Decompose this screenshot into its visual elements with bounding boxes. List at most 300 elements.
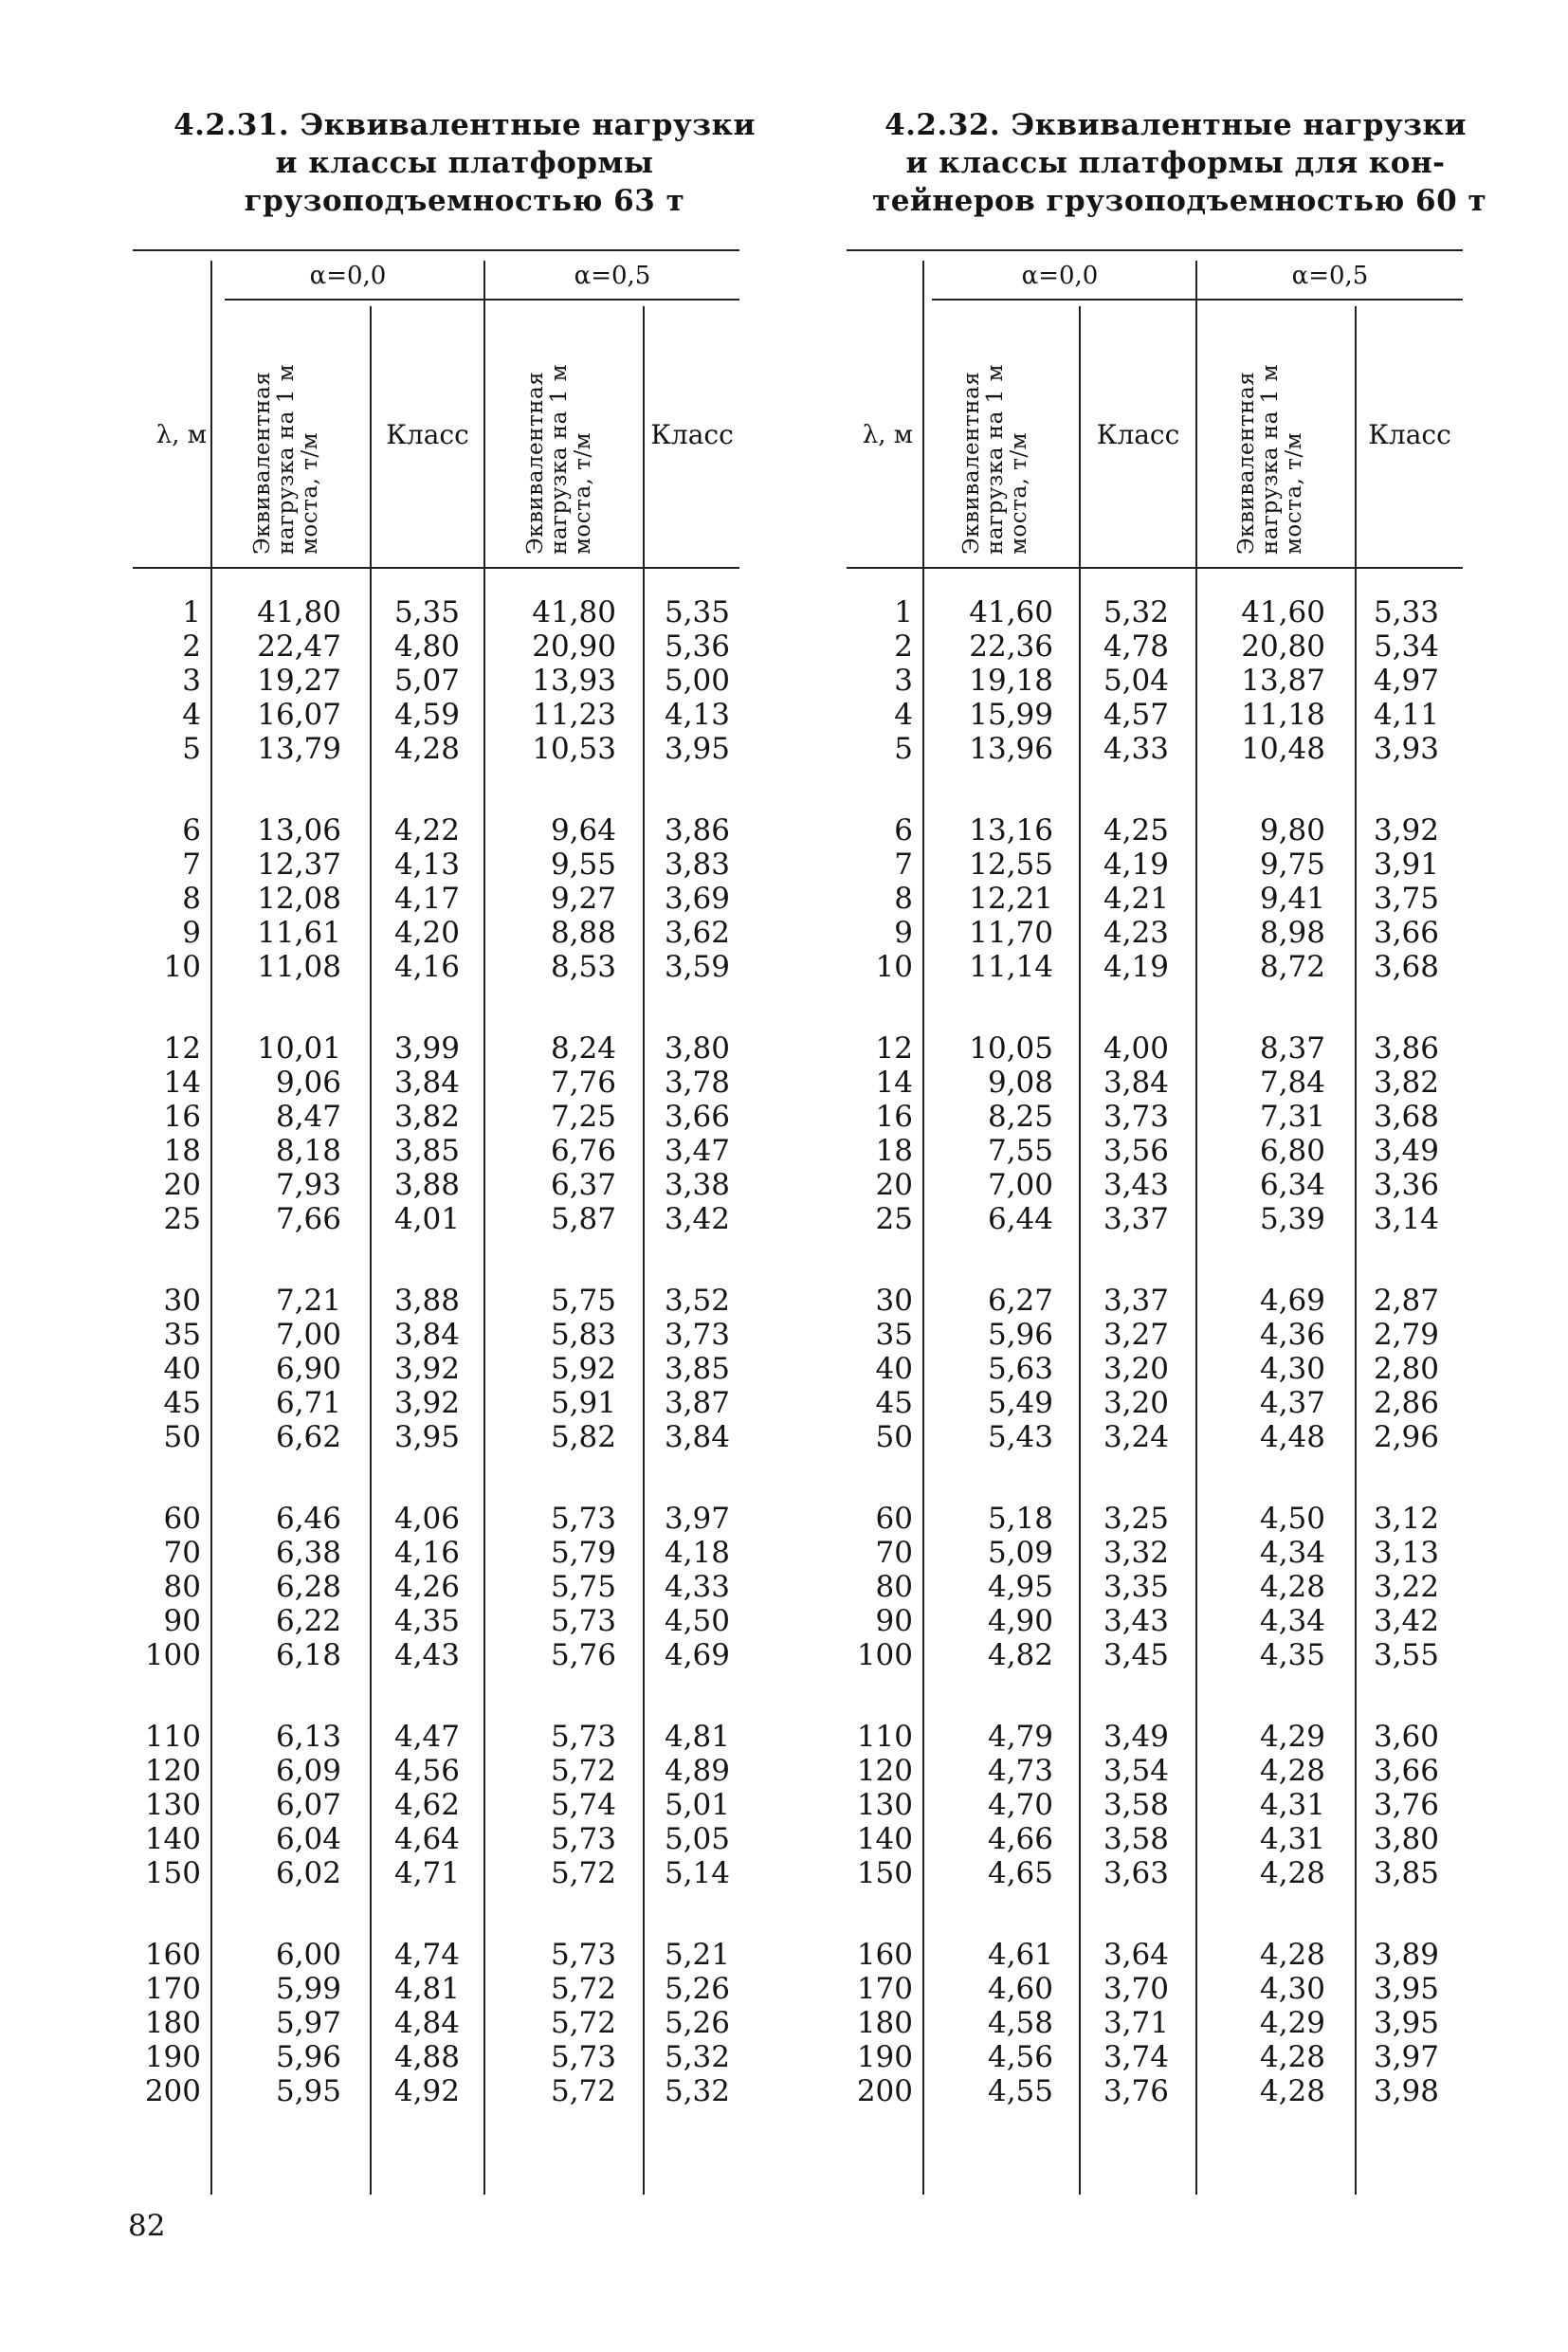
table-row (133, 1386, 739, 1420)
load-a0-cell: 11,14 (969, 950, 1053, 984)
table-row (133, 1638, 739, 1672)
class-a05-cell: 3,97 (1373, 2040, 1439, 2074)
load-a0-cell: 9,08 (987, 1066, 1053, 1100)
row-group (133, 1502, 739, 1672)
class-a05-cell: 2,79 (1373, 1318, 1439, 1352)
lambda-cell: 45 (163, 1386, 201, 1420)
load-a0-cell: 5,09 (987, 1536, 1053, 1570)
load-a05-cell: 20,80 (1241, 629, 1325, 664)
load-a0-cell: 6,44 (987, 1202, 1053, 1236)
class-a05-cell: 5,26 (664, 1972, 730, 2006)
load-a0-cell: 6,07 (275, 1788, 341, 1822)
class-a0-cell: 3,56 (1103, 1134, 1169, 1168)
title-line: 4.2.32. Эквивалентные нагрузки (884, 108, 1467, 142)
table-row (847, 813, 1463, 848)
load-a05-cell: 6,76 (550, 1134, 616, 1168)
load-a0-cell: 4,66 (987, 1822, 1053, 1856)
class-a0-cell: 3,92 (393, 1386, 460, 1420)
class-a05-cell: 3,68 (1373, 1100, 1439, 1134)
class-a05-cell: 3,95 (664, 732, 730, 766)
class-a0-cell: 4,26 (393, 1570, 460, 1604)
load-a05-cell: 41,80 (532, 595, 616, 629)
class-a0-cell: 3,20 (1103, 1352, 1169, 1386)
class-a05-cell: 5,21 (664, 1938, 730, 1972)
load-a05-cell: 4,30 (1259, 1972, 1325, 2006)
class-a05-cell: 4,18 (664, 1536, 730, 1570)
class-a05-cell: 3,75 (1373, 882, 1439, 916)
load-a0-cell: 22,47 (257, 629, 341, 664)
class-a0-cell: 5,07 (393, 664, 460, 698)
lambda-cell: 60 (875, 1502, 913, 1536)
load-a0-cell: 6,13 (275, 1720, 341, 1754)
load-a0-cell: 13,96 (969, 732, 1053, 766)
load-a0-cell: 6,62 (275, 1420, 341, 1454)
class-a05-cell: 3,38 (664, 1168, 730, 1202)
lambda-cell: 110 (144, 1720, 201, 1754)
table-row (847, 664, 1463, 698)
class-a05-cell: 5,05 (664, 1822, 730, 1856)
class-a05-cell: 5,34 (1373, 629, 1439, 664)
class-header: Класс (386, 419, 469, 450)
load-a0-cell: 4,82 (987, 1638, 1053, 1672)
load-a05-cell: 20,90 (532, 629, 616, 664)
load-a05-cell: 10,53 (532, 732, 616, 766)
table-row (133, 595, 739, 629)
lambda-cell: 120 (144, 1754, 201, 1788)
load-a0-cell: 12,08 (257, 882, 341, 916)
class-a0-cell: 3,76 (1103, 2074, 1169, 2108)
load-a0-cell: 5,49 (987, 1386, 1053, 1420)
class-a05-cell: 3,42 (1373, 1604, 1439, 1638)
class-a0-cell: 4,81 (393, 1972, 460, 2006)
load-a05-cell: 5,39 (1259, 1202, 1325, 1236)
load-a05-cell: 4,36 (1259, 1318, 1325, 1352)
load-a05-cell: 4,28 (1259, 2074, 1325, 2108)
table-row (847, 595, 1463, 629)
lambda-cell: 5 (894, 732, 913, 766)
class-a0-cell: 3,58 (1103, 1822, 1169, 1856)
load-a0-cell: 5,97 (275, 2006, 341, 2040)
class-a0-cell: 4,78 (1103, 629, 1169, 664)
lambda-cell: 20 (875, 1168, 913, 1202)
load-a05-cell: 5,73 (550, 1604, 616, 1638)
table-row (133, 1938, 739, 1972)
load-a05-cell: 4,29 (1259, 1720, 1325, 1754)
table-right (847, 249, 1463, 2202)
class-a0-cell: 3,88 (393, 1168, 460, 1202)
lambda-cell: 3 (894, 664, 913, 698)
class-a0-cell: 4,21 (1103, 882, 1169, 916)
load-a05-cell: 4,50 (1259, 1502, 1325, 1536)
load-a05-cell: 5,73 (550, 1822, 616, 1856)
lambda-cell: 50 (163, 1420, 201, 1454)
class-a0-cell: 4,00 (1103, 1031, 1169, 1066)
class-a0-cell: 5,35 (393, 595, 460, 629)
load-a0-cell: 11,61 (257, 916, 341, 950)
lambda-cell: 9 (182, 916, 201, 950)
class-a05-cell: 3,42 (664, 1202, 730, 1236)
table-row (847, 1570, 1463, 1604)
load-a05-cell: 8,88 (550, 916, 616, 950)
load-a05-cell: 10,48 (1241, 732, 1325, 766)
class-a05-cell: 3,62 (664, 916, 730, 950)
title-line: тейнеров грузоподъемностью 60 т (872, 184, 1487, 218)
class-a0-cell: 4,64 (393, 1822, 460, 1856)
load-a05-cell: 5,73 (550, 2040, 616, 2074)
row-group (133, 813, 739, 984)
load-a0-cell: 5,18 (987, 1502, 1053, 1536)
header-bottom-rule (133, 567, 739, 569)
load-a0-cell: 41,60 (969, 595, 1053, 629)
load-a0-cell: 12,37 (257, 848, 341, 882)
table-row (133, 732, 739, 766)
alpha-rule (225, 299, 739, 301)
lambda-cell: 2 (894, 629, 913, 664)
lambda-cell: 40 (163, 1352, 201, 1386)
title-line: 4.2.31. Эквивалентные нагрузки (173, 108, 756, 142)
table-row (847, 1100, 1463, 1134)
class-a0-cell: 4,16 (393, 1536, 460, 1570)
class-a0-cell: 4,74 (393, 1938, 460, 1972)
lambda-cell: 130 (144, 1788, 201, 1822)
row-group (847, 1284, 1463, 1454)
load-a05-cell: 11,18 (1241, 698, 1325, 732)
class-a05-cell: 5,32 (664, 2074, 730, 2108)
table-row (133, 1352, 739, 1386)
lambda-cell: 35 (163, 1318, 201, 1352)
lambda-cell: 4 (182, 698, 201, 732)
load-header: Эквивалентная нагрузка на 1 м моста, т/м (959, 364, 1031, 555)
class-a05-cell: 3,93 (1373, 732, 1439, 766)
class-a0-cell: 4,35 (393, 1604, 460, 1638)
row-group (847, 813, 1463, 984)
class-a05-cell: 5,36 (664, 629, 730, 664)
class-a0-cell: 4,59 (393, 698, 460, 732)
load-a0-cell: 41,80 (257, 595, 341, 629)
load-a0-cell: 4,73 (987, 1754, 1053, 1788)
class-a0-cell: 3,84 (1103, 1066, 1169, 1100)
lambda-header: λ, м (155, 421, 207, 449)
load-a05-cell: 4,34 (1259, 1536, 1325, 1570)
lambda-cell: 50 (875, 1420, 913, 1454)
table-row (133, 2006, 739, 2040)
load-a0-cell: 8,18 (275, 1134, 341, 1168)
load-a05-cell: 4,28 (1259, 1938, 1325, 1972)
load-a05-cell: 9,64 (550, 813, 616, 848)
load-a05-cell: 5,92 (550, 1352, 616, 1386)
lambda-cell: 90 (875, 1604, 913, 1638)
load-a05-cell: 4,28 (1259, 2040, 1325, 2074)
lambda-cell: 9 (894, 916, 913, 950)
table-row (847, 1638, 1463, 1672)
table-row (133, 1318, 739, 1352)
class-a05-cell: 3,86 (664, 813, 730, 848)
row-group (133, 1031, 739, 1236)
table-row (133, 882, 739, 916)
class-a0-cell: 4,71 (393, 1856, 460, 1890)
load-a05-cell: 5,72 (550, 1856, 616, 1890)
class-a0-cell: 3,58 (1103, 1788, 1169, 1822)
lambda-cell: 110 (856, 1720, 913, 1754)
alpha-05-header: α=0,5 (574, 262, 651, 290)
class-a0-cell: 3,84 (393, 1318, 460, 1352)
class-a05-cell: 3,97 (664, 1502, 730, 1536)
class-a0-cell: 3,25 (1103, 1502, 1169, 1536)
table-row (133, 1134, 739, 1168)
lambda-cell: 8 (894, 882, 913, 916)
load-a05-cell: 4,28 (1259, 1754, 1325, 1788)
class-a0-cell: 4,13 (393, 848, 460, 882)
load-a0-cell: 8,47 (275, 1100, 341, 1134)
load-a0-cell: 6,71 (275, 1386, 341, 1420)
table-row (847, 1134, 1463, 1168)
table-row (133, 664, 739, 698)
table-row (133, 1502, 739, 1536)
class-a05-cell: 3,95 (1373, 2006, 1439, 2040)
load-a0-cell: 10,01 (257, 1031, 341, 1066)
load-a05-cell: 7,76 (550, 1066, 616, 1100)
class-a05-cell: 3,66 (664, 1100, 730, 1134)
load-a05-cell: 41,60 (1241, 595, 1325, 629)
load-a0-cell: 6,38 (275, 1536, 341, 1570)
class-a05-cell: 5,00 (664, 664, 730, 698)
table-row (847, 1386, 1463, 1420)
class-a0-cell: 3,37 (1103, 1284, 1169, 1318)
table-row (133, 950, 739, 984)
load-a05-cell: 6,80 (1259, 1134, 1325, 1168)
lambda-cell: 10 (875, 950, 913, 984)
class-a0-cell: 4,01 (393, 1202, 460, 1236)
lambda-cell: 14 (163, 1066, 201, 1100)
table-row (133, 1856, 739, 1890)
class-a0-cell: 4,17 (393, 882, 460, 916)
class-a0-cell: 4,84 (393, 2006, 460, 2040)
lambda-cell: 2 (182, 629, 201, 664)
load-a0-cell: 7,00 (275, 1318, 341, 1352)
load-a0-cell: 7,55 (987, 1134, 1053, 1168)
alpha-rule (932, 299, 1463, 301)
table-row (847, 1938, 1463, 1972)
load-a05-cell: 7,31 (1259, 1100, 1325, 1134)
table-row (847, 2074, 1463, 2108)
table-row (847, 1536, 1463, 1570)
load-a05-cell: 4,69 (1259, 1284, 1325, 1318)
load-a05-cell: 4,28 (1259, 1856, 1325, 1890)
load-a0-cell: 8,25 (987, 1100, 1053, 1134)
row-group (847, 1502, 1463, 1672)
class-a05-cell: 3,85 (1373, 1856, 1439, 1890)
lambda-cell: 20 (163, 1168, 201, 1202)
table-row (847, 698, 1463, 732)
table-row (847, 1856, 1463, 1890)
table-row (847, 1972, 1463, 2006)
class-a0-cell: 3,95 (393, 1420, 460, 1454)
page-number: 82 (128, 2209, 166, 2243)
table-row (133, 1168, 739, 1202)
load-a0-cell: 19,27 (257, 664, 341, 698)
class-a0-cell: 3,88 (393, 1284, 460, 1318)
load-a05-cell: 8,72 (1259, 950, 1325, 984)
load-a0-cell: 12,21 (969, 882, 1053, 916)
load-a0-cell: 11,70 (969, 916, 1053, 950)
load-a0-cell: 6,28 (275, 1570, 341, 1604)
class-a0-cell: 3,43 (1103, 1604, 1169, 1638)
class-a0-cell: 3,49 (1103, 1720, 1169, 1754)
class-a05-cell: 2,96 (1373, 1420, 1439, 1454)
load-a0-cell: 4,58 (987, 2006, 1053, 2040)
load-a0-cell: 4,90 (987, 1604, 1053, 1638)
table-row (133, 1604, 739, 1638)
load-a0-cell: 4,60 (987, 1972, 1053, 2006)
load-a05-cell: 9,75 (1259, 848, 1325, 882)
class-a05-cell: 5,32 (664, 2040, 730, 2074)
lambda-cell: 150 (856, 1856, 913, 1890)
load-a05-cell: 7,25 (550, 1100, 616, 1134)
load-a05-cell: 9,41 (1259, 882, 1325, 916)
lambda-cell: 160 (856, 1938, 913, 1972)
class-a0-cell: 4,57 (1103, 698, 1169, 732)
table-row (133, 1822, 739, 1856)
class-a0-cell: 4,16 (393, 950, 460, 984)
load-a0-cell: 6,18 (275, 1638, 341, 1672)
load-a05-cell: 4,37 (1259, 1386, 1325, 1420)
header-bottom-rule (847, 567, 1463, 569)
class-a0-cell: 3,45 (1103, 1638, 1169, 1672)
load-a05-cell: 5,72 (550, 2006, 616, 2040)
class-a0-cell: 4,28 (393, 732, 460, 766)
table-top-rule (847, 249, 1463, 251)
class-a0-cell: 3,27 (1103, 1318, 1169, 1352)
load-a05-cell: 5,83 (550, 1318, 616, 1352)
load-header: Эквивалентная нагрузка на 1 м моста, т/м (523, 364, 595, 555)
load-a05-cell: 5,75 (550, 1284, 616, 1318)
table-row (133, 1284, 739, 1318)
class-a05-cell: 3,92 (1373, 813, 1439, 848)
class-a05-cell: 4,13 (664, 698, 730, 732)
lambda-cell: 1 (894, 595, 913, 629)
class-header: Класс (1368, 419, 1451, 450)
lambda-cell: 130 (856, 1788, 913, 1822)
class-a05-cell: 5,26 (664, 2006, 730, 2040)
table-left (133, 249, 739, 2202)
load-a0-cell: 7,66 (275, 1202, 341, 1236)
lambda-cell: 160 (144, 1938, 201, 1972)
lambda-cell: 6 (894, 813, 913, 848)
load-a05-cell: 9,55 (550, 848, 616, 882)
table-row (847, 882, 1463, 916)
row-group (847, 595, 1463, 766)
load-a0-cell: 12,55 (969, 848, 1053, 882)
title-line: и классы платформы (275, 146, 654, 180)
load-a05-cell: 5,91 (550, 1386, 616, 1420)
lambda-cell: 150 (144, 1856, 201, 1890)
load-a0-cell: 4,55 (987, 2074, 1053, 2108)
lambda-cell: 80 (163, 1570, 201, 1604)
lambda-cell: 12 (875, 1031, 913, 1066)
lambda-cell: 25 (163, 1202, 201, 1236)
class-a05-cell: 3,68 (1373, 950, 1439, 984)
class-a05-cell: 3,98 (1373, 2074, 1439, 2108)
load-a0-cell: 6,22 (275, 1604, 341, 1638)
class-a0-cell: 3,64 (1103, 1938, 1169, 1972)
class-a05-cell: 3,85 (664, 1352, 730, 1386)
lambda-cell: 12 (163, 1031, 201, 1066)
table-row (847, 1754, 1463, 1788)
lambda-cell: 70 (163, 1536, 201, 1570)
load-a0-cell: 7,93 (275, 1168, 341, 1202)
table-row (133, 813, 739, 848)
class-a0-cell: 3,32 (1103, 1536, 1169, 1570)
load-a05-cell: 6,37 (550, 1168, 616, 1202)
lambda-cell: 7 (894, 848, 913, 882)
class-a05-cell: 3,14 (1373, 1202, 1439, 1236)
class-a05-cell: 3,82 (1373, 1066, 1439, 1100)
lambda-cell: 180 (856, 2006, 913, 2040)
class-a05-cell: 5,35 (664, 595, 730, 629)
class-a05-cell: 2,87 (1373, 1284, 1439, 1318)
class-a0-cell: 4,47 (393, 1720, 460, 1754)
load-a0-cell: 15,99 (969, 698, 1053, 732)
class-a0-cell: 4,92 (393, 2074, 460, 2108)
load-a0-cell: 6,27 (987, 1284, 1053, 1318)
table-row (133, 1066, 739, 1100)
class-a05-cell: 3,49 (1373, 1134, 1439, 1168)
table-row (847, 1318, 1463, 1352)
lambda-cell: 8 (182, 882, 201, 916)
load-a05-cell: 4,31 (1259, 1822, 1325, 1856)
lambda-cell: 25 (875, 1202, 913, 1236)
lambda-cell: 170 (144, 1972, 201, 2006)
class-a0-cell: 3,85 (393, 1134, 460, 1168)
table-row (847, 1202, 1463, 1236)
lambda-cell: 6 (182, 813, 201, 848)
load-a05-cell: 5,73 (550, 1720, 616, 1754)
table-row (133, 916, 739, 950)
class-header: Класс (650, 419, 734, 450)
title-line: грузоподъемностью 63 т (244, 184, 685, 218)
class-a05-cell: 3,73 (664, 1318, 730, 1352)
lambda-cell: 120 (856, 1754, 913, 1788)
load-a0-cell: 4,95 (987, 1570, 1053, 1604)
lambda-cell: 70 (875, 1536, 913, 1570)
class-a05-cell: 3,78 (664, 1066, 730, 1100)
class-a05-cell: 4,11 (1373, 698, 1439, 732)
table-row (133, 1788, 739, 1822)
load-a0-cell: 4,65 (987, 1856, 1053, 1890)
load-a05-cell: 5,73 (550, 1938, 616, 1972)
table-row (133, 1720, 739, 1754)
load-a05-cell: 8,24 (550, 1031, 616, 1066)
table-row (133, 1100, 739, 1134)
row-group (133, 1938, 739, 2108)
lambda-cell: 60 (163, 1502, 201, 1536)
lambda-cell: 30 (163, 1284, 201, 1318)
class-a0-cell: 3,71 (1103, 2006, 1169, 2040)
class-a0-cell: 4,88 (393, 2040, 460, 2074)
class-a05-cell: 3,86 (1373, 1031, 1439, 1066)
class-a05-cell: 3,83 (664, 848, 730, 882)
table-row (133, 1031, 739, 1066)
load-a0-cell: 5,96 (987, 1318, 1053, 1352)
table-row (847, 1604, 1463, 1638)
load-a05-cell: 4,34 (1259, 1604, 1325, 1638)
class-a0-cell: 4,19 (1103, 848, 1169, 882)
table-row (847, 1352, 1463, 1386)
class-a05-cell: 3,55 (1373, 1638, 1439, 1672)
load-a05-cell: 9,27 (550, 882, 616, 916)
table-row (133, 1536, 739, 1570)
load-a0-cell: 6,04 (275, 1822, 341, 1856)
